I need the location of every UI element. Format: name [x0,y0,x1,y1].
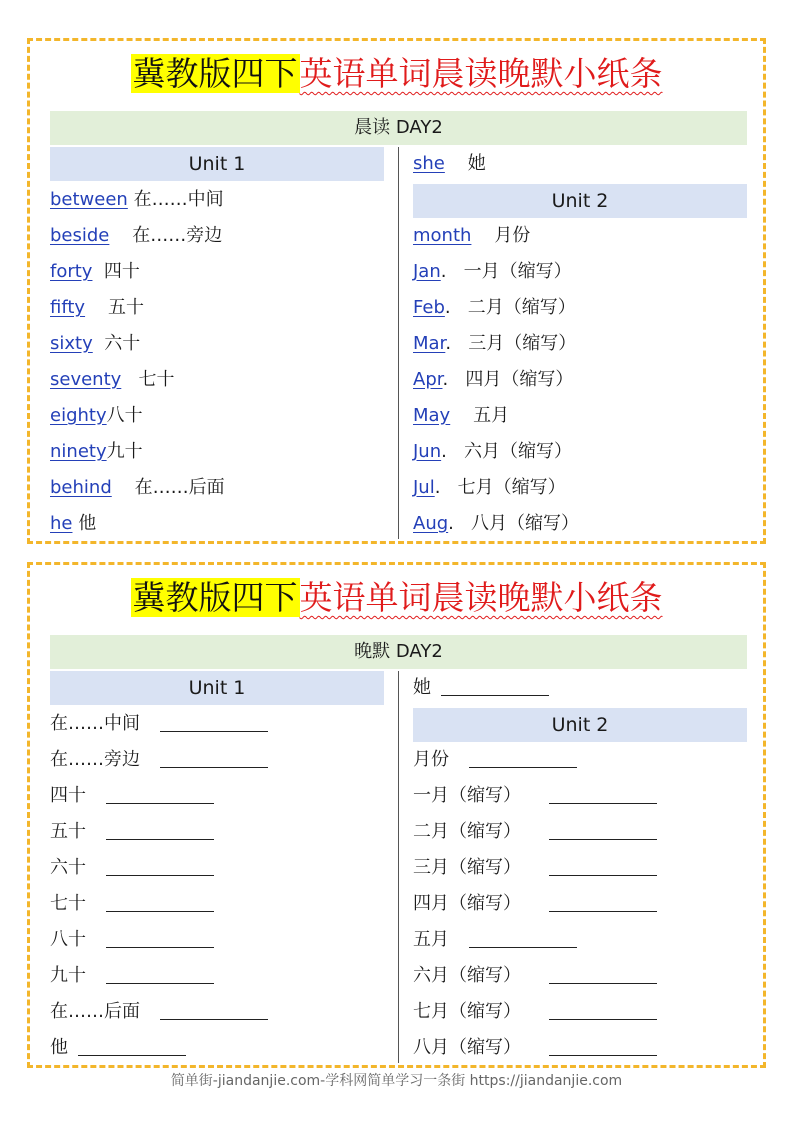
chinese-prompt: 八十 [50,929,86,950]
answer-blank[interactable] [549,783,657,804]
chinese-prompt: 四月（缩写） [413,893,521,914]
dictation-row [413,851,747,885]
page-title [30,573,763,623]
answer-blank[interactable] [549,891,657,912]
chinese-meaning: 在……中间 [133,189,224,210]
word-row [413,399,747,433]
word-row [413,363,747,397]
unit-heading: Unit 1 [50,147,384,181]
dictation-row [413,923,747,957]
dictation-row [413,671,747,705]
title-rest: 英语单词晨读晚默小纸条 [299,578,663,617]
word-row [50,507,384,541]
english-word: Jan [413,261,441,282]
answer-blank[interactable] [106,891,214,912]
chinese-prompt: 五十 [50,821,86,842]
dictation-row [50,1031,384,1065]
chinese-meaning: 六十 [104,333,141,354]
word-row [413,435,747,469]
unit2-column [413,147,747,535]
separator [471,225,494,246]
answer-blank[interactable] [160,711,268,732]
title-rest: 英语单词晨读晚默小纸条 [299,54,663,93]
section-bar: 晨读 DAY2 [50,111,747,145]
morning-card [27,38,766,544]
chinese-meaning: 三月（缩写） [468,333,577,354]
chinese-meaning: 八月（缩写） [471,513,580,534]
separator: . [440,261,464,282]
english-word: Jun [413,441,442,462]
column-divider [398,147,399,539]
chinese-meaning: 二月（缩写） [467,297,576,318]
english-word: Aug [413,513,449,534]
answer-blank[interactable] [106,963,214,984]
chinese-meaning: 他 [78,513,97,534]
answer-blank[interactable] [549,819,657,840]
answer-blank[interactable] [469,927,577,948]
english-word: Jul [413,477,435,498]
dictation-row [413,995,747,1029]
word-row [50,219,384,253]
chinese-meaning: 五月 [473,405,510,426]
english-word: Mar [413,333,446,354]
answer-blank[interactable] [549,963,657,984]
word-row [50,255,384,289]
word-row [413,147,747,181]
word-row [413,291,747,325]
unit-heading: Unit 2 [413,184,747,218]
english-word: he [50,513,73,534]
chinese-prompt: 在……旁边 [50,749,140,770]
english-word: May [413,405,451,426]
dictation-row [50,923,384,957]
dictation-row [50,959,384,993]
english-word: behind [50,477,112,498]
word-row [50,291,384,325]
answer-blank[interactable] [160,747,268,768]
chinese-prompt: 四十 [50,785,86,806]
english-word: beside [50,225,110,246]
separator: . [442,369,466,390]
dictation-row [413,959,747,993]
answer-blank[interactable] [106,855,214,876]
word-row [50,399,384,433]
dictation-row [50,851,384,885]
english-word: seventy [50,369,122,390]
chinese-prompt: 七月（缩写） [413,1001,521,1022]
chinese-prompt: 三月（缩写） [413,857,521,878]
chinese-prompt: 二月（缩写） [413,821,521,842]
answer-blank[interactable] [549,855,657,876]
chinese-prompt: 她 [413,677,431,698]
separator [121,369,138,390]
separator [112,477,135,498]
separator [93,333,104,354]
chinese-meaning: 六月（缩写） [464,441,573,462]
english-word: Feb [413,297,445,318]
separator [109,225,132,246]
english-word: month [413,225,472,246]
chinese-meaning: 七十 [138,369,175,390]
chinese-prompt: 月份 [413,749,449,770]
unit1-column [50,671,384,1059]
dictation-row [50,707,384,741]
chinese-meaning: 九十 [106,441,143,462]
separator [445,153,468,174]
dictation-row [50,887,384,921]
page-title [30,49,763,99]
chinese-prompt: 七十 [50,893,86,914]
chinese-meaning: 八十 [106,405,143,426]
word-row [413,219,747,253]
english-word: she [413,153,445,174]
word-row [50,183,384,217]
dictation-row [50,779,384,813]
separator: . [445,333,469,354]
chinese-prompt: 在……后面 [50,1001,140,1022]
english-word: sixty [50,333,93,354]
dictation-row [50,815,384,849]
unit-heading: Unit 1 [50,671,384,705]
separator [85,297,108,318]
english-word: ninety [50,441,107,462]
unit2-column [413,671,747,1059]
separator: . [444,297,468,318]
chinese-meaning: 七月（缩写） [457,477,566,498]
chinese-prompt: 在……中间 [50,713,140,734]
separator: . [434,477,458,498]
english-word: eighty [50,405,107,426]
unit-heading: Unit 2 [413,708,747,742]
footer-text: 简单街-jiandanjie.com-学科网简单学习一条街 https://jiandanjie.com [170,1073,623,1089]
english-word: Apr [413,369,443,390]
answer-blank[interactable] [160,999,268,1020]
unit1-column [50,147,384,535]
chinese-prompt: 他 [50,1037,68,1058]
evening-card [27,562,766,1068]
word-row [413,471,747,505]
word-row [50,435,384,469]
chinese-prompt: 五月 [413,929,449,950]
chinese-meaning: 在……旁边 [132,225,223,246]
dictation-row [413,743,747,777]
chinese-prompt: 六月（缩写） [413,965,521,986]
dictation-row [50,743,384,777]
chinese-meaning: 月份 [494,225,531,246]
dictation-row [413,1031,747,1065]
answer-blank[interactable] [106,819,214,840]
answer-blank[interactable] [106,927,214,948]
chinese-prompt: 八月（缩写） [413,1037,521,1058]
answer-blank[interactable] [549,1035,657,1056]
title-highlight: 冀教版四下 [132,578,298,617]
chinese-meaning: 五十 [107,297,144,318]
separator: . [448,513,472,534]
word-row [413,255,747,289]
dictation-row [413,815,747,849]
answer-blank[interactable] [441,675,549,696]
word-row [413,507,747,541]
english-word: fifty [50,297,86,318]
chinese-prompt: 六十 [50,857,86,878]
dictation-row [413,779,747,813]
english-word: forty [50,261,93,282]
chinese-prompt: 一月（缩写） [413,785,521,806]
separator [450,405,473,426]
chinese-meaning: 在……后面 [134,477,225,498]
answer-blank[interactable] [78,1035,186,1056]
english-word: between [50,189,128,210]
dictation-row [413,887,747,921]
dictation-row [50,995,384,1029]
answer-blank[interactable] [106,783,214,804]
separator [92,261,103,282]
chinese-meaning: 一月（缩写） [463,261,572,282]
answer-blank[interactable] [469,747,577,768]
word-row [50,363,384,397]
section-bar: 晚默 DAY2 [50,635,747,669]
chinese-meaning: 四月（缩写） [465,369,574,390]
chinese-meaning: 四十 [103,261,140,282]
answer-blank[interactable] [549,999,657,1020]
word-row [413,327,747,361]
title-highlight: 冀教版四下 [132,54,298,93]
chinese-meaning: 她 [467,153,486,174]
column-divider [398,671,399,1063]
separator: . [441,441,465,462]
chinese-prompt: 九十 [50,965,86,986]
word-row [50,471,384,505]
word-row [50,327,384,361]
